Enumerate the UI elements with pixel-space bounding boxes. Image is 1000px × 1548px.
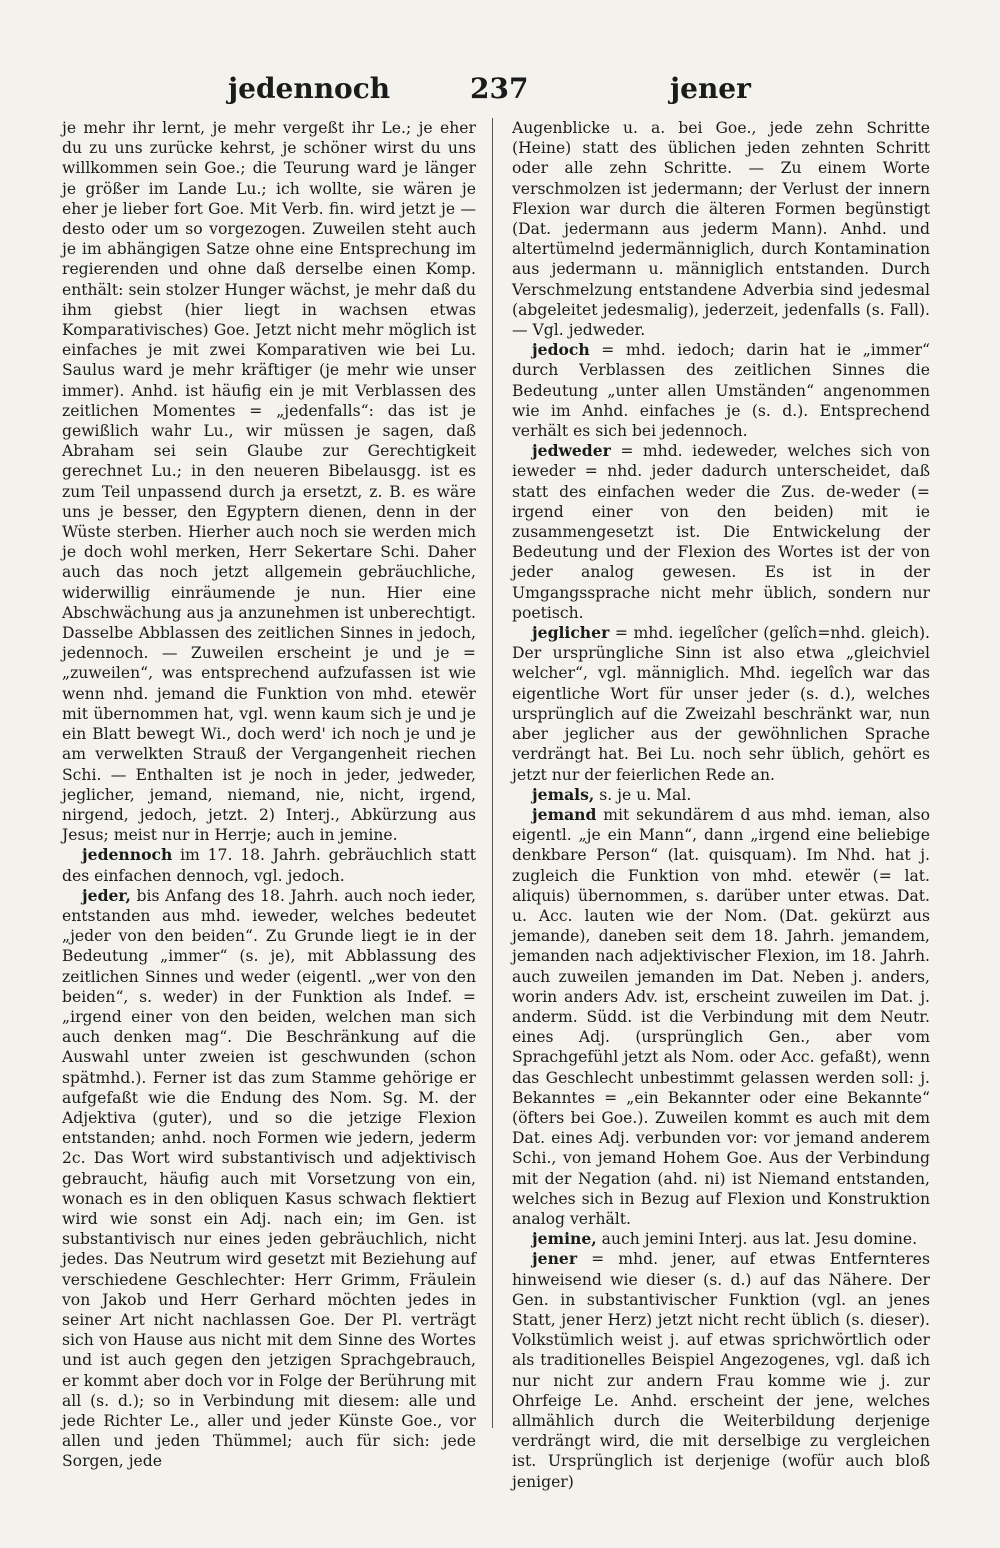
dictionary-entry xyxy=(512,1249,930,1491)
dictionary-entry xyxy=(512,805,930,1229)
page-header xyxy=(160,72,840,112)
entry-text: bis Anfang des 18. Jahrh. auch noch ieder, entstanden aus mhd. ieweder, welches bedeutet „jeder von den beiden“. Zu Grunde liegt ie in der Bedeutung „immer“ (s. je), mit Abblassung des zeitlichen Sinnes und weder (eigentl. „wer von den beiden“, s. weder) in der Funktion als Indef. = „irgend einer von den beiden, welchen man sich auch denken mag“. Die Beschränkung auf die Auswahl unter zweien ist geschwunden (schon spätmhd.). Ferner ist das zum Stamme gehörige er aufgefaßt wie die Endung des Nom. Sg. M. der Adjektiva (guter), und so die jetzige Flexion entstanden; anhd. noch Formen wie jedern, jederm 2c. Das Wort wird substantivisch und adjektivisch gebraucht, häufig auch mit Vorsetzung von ein, wonach es in den obliquen Kasus schwach flektiert wird wie sonst ein Adj. nach ein; im Gen. ist substantivisch nur eines jeden gebräuchlich, nicht jedes. Das Neutrum wird gesetzt mit Beziehung auf verschiedene Geschlechter: Herr Grimm, Fräulein von Jakob und Herr Gerhard möchten jedes in seiner Art nicht nachlassen Goe. Der Pl. verträgt sich von Hause aus nicht mit dem Sinne des Wortes und ist auch gegen den jetzigen Sprachgebrauch, er kommt aber doch vor in Folge der Berührung mit all (s. d.); so in Verbindung mit diesem: alle und jede Richter Le., aller und jeder Künste Goe., vor allen und jeden Thümmel; auch für sich: jede Sorgen, jede xyxy=(62,886,476,1471)
header-left-catchword: jedennoch xyxy=(228,72,391,105)
entry-continuation xyxy=(512,118,930,340)
dictionary-entry xyxy=(512,441,930,623)
dictionary-entry xyxy=(512,785,930,805)
entry-headword: jemine, xyxy=(532,1229,597,1249)
entry-headword: jener xyxy=(532,1249,578,1269)
entry-text: = mhd. iedoch; darin hat ie „immer“ durch Verblassen des zeitlichen Sinnes die Bedeutung „unter allen Umständen“ angenommen wie im Anhd. einfaches je (s. d.). Entsprechend verhält es sich bei jedennoch. xyxy=(512,341,930,441)
entry-text: mit sekundärem d aus mhd. ieman, also eigentl. „je ein Mann“, dann „irgend eine beliebige denkbare Person“ (lat. quisquam). Im Nhd. hat j. zugleich die Funktion von mhd. etewër (= lat. aliquis) übernommen, s. darüber unter etwas. Dat. u. Acc. lauten wie der Nom. (Dat. gekürzt aus jemande), daneben seit dem 18. Jahrh. jemandem, jemanden nach adjektivischer Flexion, im 18. Jahrh. auch zuweilen jemanden im Dat. Neben j. anders, worin anders Adv. ist, erscheint zuweilen im Dat. j. anderm. Südd. ist die Verbindung mit dem Neutr. eines Adj. (ursprünglich Gen., aber vom Sprachgefühl jetzt als Nom. oder Acc. gefaßt), wenn das Geschlecht unbestimmt gelassen werden soll: j. Bekanntes = „ein Bekannter oder eine Bekannte“ (öfters bei Goe.). Zuweilen kommt es auch mit dem Dat. eines Adj. verbunden vor: vor jemand anderem Schi., von jemand Hohem Goe. Aus der Verbindung mit der Negation (ahd. ni) ist Niemand entstanden, welches sich in Bezug auf Flexion und Konstruktion analog verhält. xyxy=(512,805,930,1228)
entry-headword: jedoch xyxy=(532,340,590,360)
entry-headword: jedweder xyxy=(532,441,611,461)
header-right-catchword: jener xyxy=(670,72,751,105)
entry-continuation xyxy=(62,118,476,845)
entry-headword: jemand xyxy=(532,804,597,824)
entry-text: je mehr ihr lernt, je mehr vergeßt ihr Le.; je eher du zu uns zurücke kehrst, je schöner wirst du uns willkommen sein Goe.; die Teurung ward je länger je größer im Lande Lu.; ich wollte, sie wären je eher je lieber fort Goe. Mit Verb. fin. wird jetzt je — desto oder um so vorgezogen. Zuweilen steht auch je im abhängigen Satze ohne eine Entsprechung im regierenden und ohne daß derselbe einen Komp. enthält: sein stolzer Hunger wächst, je mehr daß du ihm giebst (hier liegt in wachsen etwas Komparativisches) Goe. Jetzt nicht mehr möglich ist einfaches je mit zwei Komparativen wie bei Lu. Saulus ward je mehr kräftiger (je mehr wie unser immer). Anhd. ist häufig ein je mit Verblassen des zeitlichen Momentes = „jedenfalls“: das ist je gewißlich wahr Lu., wir müssen je sagen, daß Abraham sei sein Glaube zur Gerechtigkeit gerechnet Lu.; in den neueren Bibelausgg. ist es zum Teil unpassend durch ja ersetzt, z. B. es wäre uns je besser, den Egyptern dienen, denn in der Wüste sterben. Hierher auch noch sie werden mich je doch wohl merken, Herr Sekertare Schi. Daher auch das noch jetzt allgemein gebräuchliche, widerwillig einräumende je nun. Hier eine Abschwächung aus ja anzunehmen ist unberechtigt. Dasselbe Abblassen des zeitlichen Sinnes in jedoch, jedennoch. — Zuweilen erscheint je und je = „zuweilen“, was entsprechend aufzufassen ist wie wenn nhd. jemand die Funktion von mhd. etewër mit übernommen hat, vgl. wenn kaum sich je und je ein Blatt bewegt Wi., doch werd' ich noch je und je am verwelkten Strauß der Vergangenheit riechen Schi. — Enthalten ist je noch in jeder, jedweder, jeglicher, jemand, niemand, nie, nicht, irgend, nirgend, jedoch, jetzt. 2) Interj., Abkürzung aus Jesus; meist nur in Herrje; auch in jemine. xyxy=(62,119,476,845)
entry-text: = mhd. iegelîcher (gelîch=nhd. gleich). Der ursprüngliche Sinn ist also etwa „gleichviel welcher“, vgl. männiglich. Mhd. iegelîch war das eigentliche Wort für unser jeder (s. d.), welches ursprünglich auf die Zweizahl beschränkt war, nun aber jeglicher aus der gewöhnlichen Sprache verdrängt hat. Bei Lu. noch sehr üblich, gehört es jetzt nur der feierlichen Rede an. xyxy=(512,624,930,784)
dictionary-entry xyxy=(62,886,476,1472)
entry-text: = mhd. jener, auf etwas Entfernteres hinweisend wie dieser (s. d.) auf das Nähere. Der Gen. in substantivischer Funktion (vgl. an jenes Statt, jener Herz) jetzt nicht recht üblich (s. dieser). Volkstümlich weist j. auf etwas sprichwörtlich oder als traditionelles Beispiel Angezogenes, vgl. daß ich nur nicht zur andern Frau komme wie j. zur Ohrfeige Le. Anhd. erscheint der jene, welches allmählich durch die Weiterbildung derjenige verdrängt wird, die mit derselbige zu vergleichen ist. Ursprünglich ist derjenige (wofür auch bloß jeniger) xyxy=(512,1250,930,1491)
entry-headword: jedennoch xyxy=(82,845,173,865)
dictionary-entry xyxy=(512,623,930,785)
entry-text: auch jemini Interj. aus lat. Jesu domine. xyxy=(596,1230,918,1249)
entry-text: = mhd. iedeweder, welches sich von ieweder = nhd. jeder dadurch unterscheidet, daß statt des einfachen weder die Zus. de-weder (= irgend einer von den beiden) mit ie zusammengesetzt ist. Die Entwickelung der Bedeutung und der Flexion des Wortes ist der von jeder analog gewesen. Es ist in der Umgangssprache nicht mehr üblich, sondern nur poetisch. xyxy=(512,442,930,622)
entry-headword: jeder, xyxy=(82,885,131,905)
page-number: 237 xyxy=(470,72,529,105)
entry-headword: jeglicher xyxy=(532,623,610,643)
entry-text: s. je u. Mal. xyxy=(594,785,692,804)
entry-text: Augenblicke u. a. bei Goe., jede zehn Schritte (Heine) statt des üblichen jeden zehnten Schritt oder alle zehn Schritte. — Zu einem Worte verschmolzen ist jedermann; der Verlust der innern Flexion war durch die älteren Formen begünstigt (Dat. jedermann aus jederm Mann). Anhd. und altertümelnd jedermänniglich, durch Kontamination aus jedermann u. männiglich entstanden. Durch Verschmelzung entstandene Adverbia sind jedesmal (abgeleitet jedesmalig), jederzeit, jedenfalls (s. Fall). — Vgl. jedweder. xyxy=(512,119,930,340)
dictionary-entry xyxy=(512,1229,930,1249)
right-column xyxy=(512,118,930,1492)
column-divider xyxy=(492,118,493,1428)
dictionary-entry xyxy=(512,340,930,441)
entry-text: im 17. 18. Jahrh. gebräuchlich statt des einfachen dennoch, vgl. jedoch. xyxy=(62,846,476,885)
entry-headword: jemals, xyxy=(532,784,595,804)
dictionary-entry xyxy=(62,845,476,885)
left-column xyxy=(62,118,476,1472)
